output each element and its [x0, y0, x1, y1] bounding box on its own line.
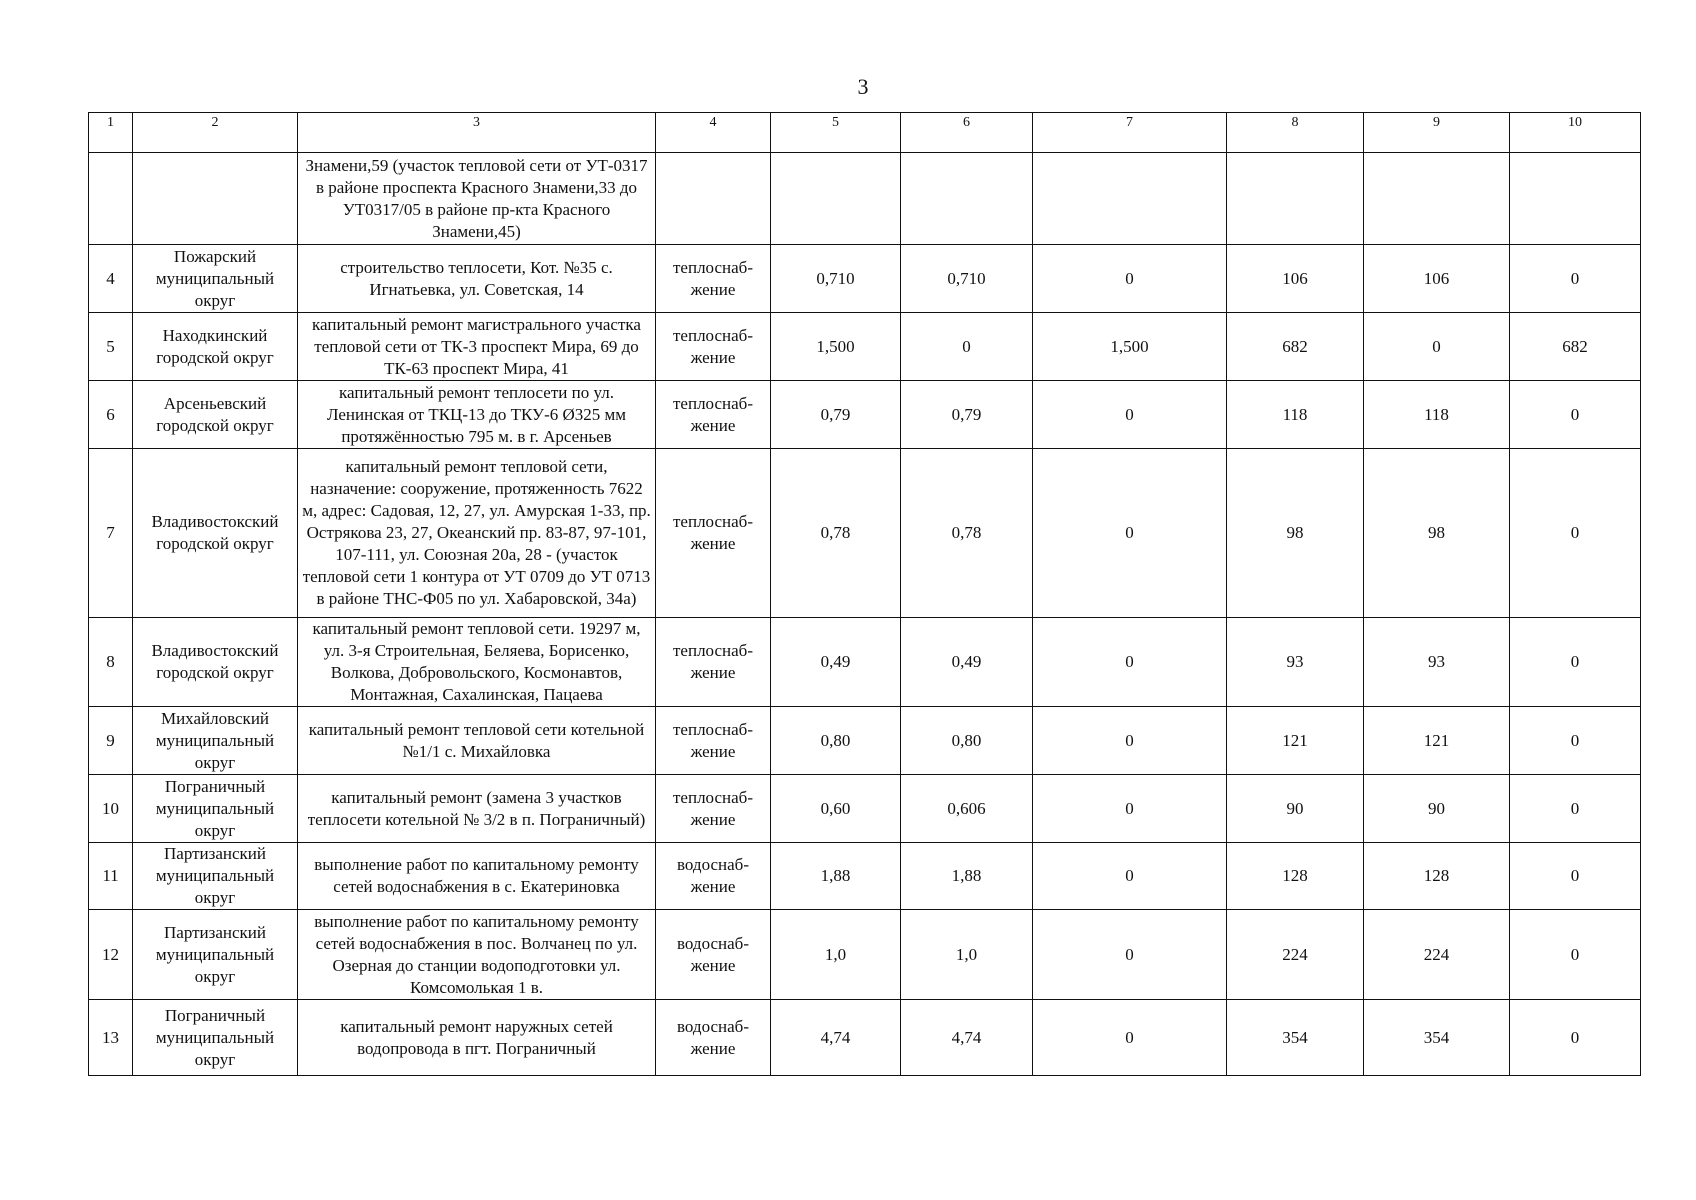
- row-number-cell: 9: [89, 707, 133, 775]
- table-header-row: [89, 113, 1641, 153]
- value-col5-cell: 1,0: [771, 910, 901, 1000]
- work-description-cell: выполнение работ по капитальному ремонту сетей водоснабжения в пос. Волчанец по ул. Озерная до станции водоподготовки ул. Комсомолькая 1 в.: [298, 910, 656, 1000]
- value-col5-cell: 0,710: [771, 245, 901, 313]
- value-col9-cell: 121: [1364, 707, 1510, 775]
- supply-type-cell: водоснаб-жение: [656, 843, 771, 910]
- value-col6-cell: 0,49: [901, 618, 1033, 707]
- value-col9-cell: 106: [1364, 245, 1510, 313]
- value-col10-cell: 682: [1510, 313, 1641, 381]
- column-header: 1: [89, 113, 133, 153]
- value-col8-cell: 128: [1227, 843, 1364, 910]
- municipality-cell: Пожарский муниципальный округ: [133, 245, 298, 313]
- value-col8-cell: 106: [1227, 245, 1364, 313]
- row-number-cell: 13: [89, 1000, 133, 1076]
- municipality-cell: Владивостокский городской округ: [133, 449, 298, 618]
- value-col9-cell: 90: [1364, 775, 1510, 843]
- value-col8-cell: 118: [1227, 381, 1364, 449]
- column-header: 2: [133, 113, 298, 153]
- value-col7-cell: 0: [1033, 775, 1227, 843]
- row-number-cell: 7: [89, 449, 133, 618]
- value-col10-cell: 0: [1510, 245, 1641, 313]
- value-col8-cell: 93: [1227, 618, 1364, 707]
- value-col6-cell: 0,80: [901, 707, 1033, 775]
- value-col10-cell: 0: [1510, 910, 1641, 1000]
- work-description-cell: капитальный ремонт (замена 3 участков теплосети котельной № 3/2 в п. Пограничный): [298, 775, 656, 843]
- work-description-cell: Знамени,59 (участок тепловой сети от УТ-0317 в районе проспекта Красного Знамени,33 до УТ0317/05 в районе пр-кта Красного Знамени,45): [298, 153, 656, 245]
- supply-type-cell: теплоснаб-жение: [656, 381, 771, 449]
- supply-type-cell: теплоснаб-жение: [656, 245, 771, 313]
- value-col7-cell: 0: [1033, 449, 1227, 618]
- supply-type-cell: теплоснаб-жение: [656, 618, 771, 707]
- value-col7-cell: 1,500: [1033, 313, 1227, 381]
- column-header: 8: [1227, 113, 1364, 153]
- table-row: [89, 245, 1641, 313]
- value-col6-cell: 0: [901, 313, 1033, 381]
- table-row: [89, 313, 1641, 381]
- value-col8-cell: 682: [1227, 313, 1364, 381]
- row-number-cell: 12: [89, 910, 133, 1000]
- value-col9-cell: 128: [1364, 843, 1510, 910]
- municipality-cell: Пограничный муниципальный округ: [133, 1000, 298, 1076]
- supply-type-cell: теплоснаб-жение: [656, 313, 771, 381]
- table-row: [89, 775, 1641, 843]
- value-col7-cell: 0: [1033, 707, 1227, 775]
- value-col5-cell: 4,74: [771, 1000, 901, 1076]
- value-col10-cell: 0: [1510, 707, 1641, 775]
- work-description-cell: капитальный ремонт тепловой сети. 19297 м, ул. 3-я Строительная, Беляева, Борисенко, Волкова, Добровольского, Космонавтов, Монтажная, Сахалинская, Пацаева: [298, 618, 656, 707]
- municipality-cell: Находкинский городской округ: [133, 313, 298, 381]
- table-row: [89, 381, 1641, 449]
- value-col8-cell: 224: [1227, 910, 1364, 1000]
- value-col7-cell: 0: [1033, 245, 1227, 313]
- value-col6-cell: 0,710: [901, 245, 1033, 313]
- page-number: 3: [857, 74, 869, 99]
- table-row: [89, 153, 1641, 245]
- row-number-cell: 10: [89, 775, 133, 843]
- value-col6-cell: 0,79: [901, 381, 1033, 449]
- value-col8-cell: [1227, 153, 1364, 245]
- work-description-cell: выполнение работ по капитальному ремонту сетей водоснабжения в с. Екатериновка: [298, 843, 656, 910]
- value-col9-cell: 98: [1364, 449, 1510, 618]
- value-col10-cell: 0: [1510, 775, 1641, 843]
- municipality-cell: [133, 153, 298, 245]
- work-description-cell: капитальный ремонт наружных сетей водопровода в пгт. Пограничный: [298, 1000, 656, 1076]
- supply-type-cell: водоснаб-жение: [656, 910, 771, 1000]
- data-table: [88, 112, 1641, 1076]
- value-col9-cell: 0: [1364, 313, 1510, 381]
- row-number-cell: 5: [89, 313, 133, 381]
- value-col6-cell: 0,606: [901, 775, 1033, 843]
- value-col5-cell: 0,78: [771, 449, 901, 618]
- value-col9-cell: 118: [1364, 381, 1510, 449]
- supply-type-cell: водоснаб-жение: [656, 1000, 771, 1076]
- value-col6-cell: 1,0: [901, 910, 1033, 1000]
- work-description-cell: строительство теплосети, Кот. №35 с. Игнатьевка, ул. Советская, 14: [298, 245, 656, 313]
- municipality-cell: Владивостокский городской округ: [133, 618, 298, 707]
- supply-type-cell: теплоснаб-жение: [656, 449, 771, 618]
- row-number-cell: 6: [89, 381, 133, 449]
- supply-type-cell: теплоснаб-жение: [656, 775, 771, 843]
- table-row: [89, 910, 1641, 1000]
- value-col5-cell: 1,88: [771, 843, 901, 910]
- value-col7-cell: 0: [1033, 910, 1227, 1000]
- value-col5-cell: 1,500: [771, 313, 901, 381]
- column-header: 9: [1364, 113, 1510, 153]
- work-description-cell: капитальный ремонт тепловой сети котельной №1/1 с. Михайловка: [298, 707, 656, 775]
- value-col9-cell: 224: [1364, 910, 1510, 1000]
- value-col6-cell: 1,88: [901, 843, 1033, 910]
- table-row: [89, 843, 1641, 910]
- value-col6-cell: [901, 153, 1033, 245]
- value-col10-cell: 0: [1510, 843, 1641, 910]
- column-header: 4: [656, 113, 771, 153]
- value-col5-cell: 0,60: [771, 775, 901, 843]
- supply-type-cell: [656, 153, 771, 245]
- value-col9-cell: 354: [1364, 1000, 1510, 1076]
- column-header: 7: [1033, 113, 1227, 153]
- value-col9-cell: 93: [1364, 618, 1510, 707]
- value-col6-cell: 4,74: [901, 1000, 1033, 1076]
- value-col5-cell: [771, 153, 901, 245]
- value-col10-cell: 0: [1510, 381, 1641, 449]
- value-col8-cell: 90: [1227, 775, 1364, 843]
- value-col10-cell: 0: [1510, 618, 1641, 707]
- value-col10-cell: 0: [1510, 1000, 1641, 1076]
- value-col7-cell: 0: [1033, 381, 1227, 449]
- column-header: 3: [298, 113, 656, 153]
- value-col8-cell: 354: [1227, 1000, 1364, 1076]
- row-number-cell: [89, 153, 133, 245]
- municipality-cell: Партизанский муниципальный округ: [133, 843, 298, 910]
- value-col7-cell: 0: [1033, 618, 1227, 707]
- value-col8-cell: 121: [1227, 707, 1364, 775]
- value-col10-cell: [1510, 153, 1641, 245]
- municipality-cell: Пограничный муниципальный округ: [133, 775, 298, 843]
- table-row: [89, 618, 1641, 707]
- municipality-cell: Михайловский муниципальный округ: [133, 707, 298, 775]
- value-col6-cell: 0,78: [901, 449, 1033, 618]
- value-col5-cell: 0,80: [771, 707, 901, 775]
- column-header: 6: [901, 113, 1033, 153]
- value-col7-cell: 0: [1033, 1000, 1227, 1076]
- column-header: 10: [1510, 113, 1641, 153]
- value-col7-cell: 0: [1033, 843, 1227, 910]
- column-header: 5: [771, 113, 901, 153]
- work-description-cell: капитальный ремонт теплосети по ул. Ленинская от ТКЦ-13 до ТКУ-6 Ø325 мм протяжённостью 795 м. в г. Арсеньев: [298, 381, 656, 449]
- table-row: [89, 449, 1641, 618]
- value-col10-cell: 0: [1510, 449, 1641, 618]
- value-col5-cell: 0,79: [771, 381, 901, 449]
- municipality-cell: Партизанский муниципальный округ: [133, 910, 298, 1000]
- row-number-cell: 4: [89, 245, 133, 313]
- supply-type-cell: теплоснаб-жение: [656, 707, 771, 775]
- value-col7-cell: [1033, 153, 1227, 245]
- value-col9-cell: [1364, 153, 1510, 245]
- row-number-cell: 11: [89, 843, 133, 910]
- work-description-cell: капитальный ремонт тепловой сети, назначение: сооружение, протяженность 7622 м, адрес: Садовая, 12, 27, ул. Амурская 1-33, пр. Острякова 23, 27, Океанский пр. 83-87, 97-101, 107-111, ул. Союзная 20а, 28 - (участок тепловой сети 1 контура от УТ 0709 до УТ 0713 в районе ТНС-Ф05 по ул. Хабаровской, 34а): [298, 449, 656, 618]
- municipality-cell: Арсеньевский городской округ: [133, 381, 298, 449]
- work-description-cell: капитальный ремонт магистрального участка тепловой сети от ТК-3 проспект Мира, 69 до ТК-63 проспект Мира, 41: [298, 313, 656, 381]
- row-number-cell: 8: [89, 618, 133, 707]
- value-col5-cell: 0,49: [771, 618, 901, 707]
- table-row: [89, 1000, 1641, 1076]
- table-row: [89, 707, 1641, 775]
- value-col8-cell: 98: [1227, 449, 1364, 618]
